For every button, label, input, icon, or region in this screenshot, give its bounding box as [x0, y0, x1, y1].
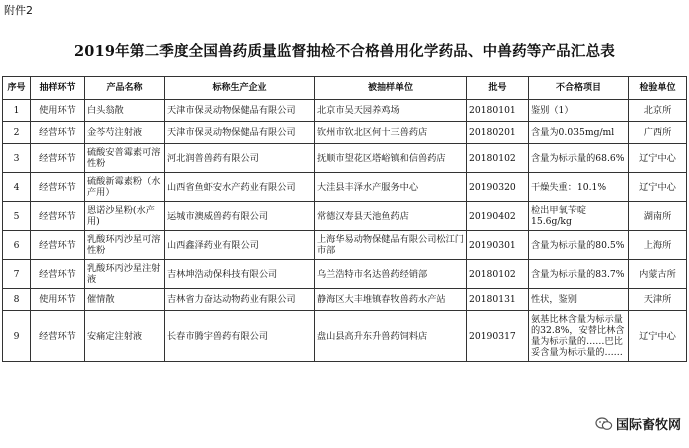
cell-index: 6 — [3, 231, 31, 260]
cell-failed-item: 干燥失重：10.1% — [529, 173, 629, 202]
cell-product: 硫酸新霉素粉（水产用） — [85, 173, 165, 202]
cell-failed-item: 性状，鉴别 — [529, 289, 629, 311]
cell-sampled-unit: 常德汉寿县天池鱼药店 — [315, 202, 467, 231]
cell-inspector: 北京所 — [629, 100, 687, 122]
cell-batch: 20190402 — [467, 202, 529, 231]
cell-failed-item: 含量为标示量的68.6% — [529, 144, 629, 173]
summary-table — [2, 76, 687, 362]
cell-sampled-unit: 盘山县高升东升兽药饲料店 — [315, 311, 467, 362]
table-row — [3, 311, 687, 362]
cell-stage: 经营环节 — [31, 202, 85, 231]
cell-stage: 经营环节 — [31, 231, 85, 260]
cell-manufacturer: 运城市澳威兽药有限公司 — [165, 202, 315, 231]
cell-manufacturer: 天津市保灵动物保健品有限公司 — [165, 122, 315, 144]
table-row — [3, 144, 687, 173]
cell-failed-item: 氨基比林含量为标示量的32.8%，安替比林含量为标示量的……巴比妥含量为标示量的…… — [529, 311, 629, 362]
cell-index: 7 — [3, 260, 31, 289]
table-row — [3, 173, 687, 202]
cell-sampled-unit: 北京市吴天园养鸡场 — [315, 100, 467, 122]
cell-sampled-unit: 乌兰浩特市名达兽药经销部 — [315, 260, 467, 289]
cell-index: 8 — [3, 289, 31, 311]
cell-index: 3 — [3, 144, 31, 173]
cell-batch: 20190320 — [467, 173, 529, 202]
cell-index: 9 — [3, 311, 31, 362]
cell-batch: 20180131 — [467, 289, 529, 311]
table-row — [3, 100, 687, 122]
table-row — [3, 289, 687, 311]
watermark — [593, 413, 685, 434]
cell-stage: 经营环节 — [31, 122, 85, 144]
col-header-index: 序号 — [3, 77, 31, 100]
cell-manufacturer: 天津市保灵动物保健品有限公司 — [165, 100, 315, 122]
cell-inspector: 辽宁中心 — [629, 173, 687, 202]
attachment-label: 附件2 — [4, 4, 33, 17]
cell-manufacturer: 吉林坤浩动保科技有限公司 — [165, 260, 315, 289]
col-header-manufacturer: 标称生产企业 — [165, 77, 315, 100]
cell-batch: 20180102 — [467, 144, 529, 173]
cell-sampled-unit: 大洼县丰泽水产服务中心 — [315, 173, 467, 202]
cell-inspector: 内蒙古所 — [629, 260, 687, 289]
cell-product: 乳酸环丙沙星可溶性粉 — [85, 231, 165, 260]
page-title: 2019年第二季度全国兽药质量监督抽检不合格兽用化学药品、中兽药等产品汇总表 — [74, 43, 615, 60]
cell-batch: 20180101 — [467, 100, 529, 122]
cell-failed-item: 鉴别（1） — [529, 100, 629, 122]
col-header-batch: 批号 — [467, 77, 529, 100]
cell-stage: 使用环节 — [31, 100, 85, 122]
cell-failed-item: 检出甲氧苄啶15.6g/kg — [529, 202, 629, 231]
cell-inspector: 广西所 — [629, 122, 687, 144]
cell-product: 白头翁散 — [85, 100, 165, 122]
cell-manufacturer: 长春市腾宇兽药有限公司 — [165, 311, 315, 362]
cell-stage: 经营环节 — [31, 260, 85, 289]
col-header-failed-item: 不合格项目 — [529, 77, 629, 100]
table-row — [3, 231, 687, 260]
watermark-text: 国际畜牧网 — [615, 418, 681, 433]
cell-sampled-unit: 抚顺市望花区塔峪镇和信兽药店 — [315, 144, 467, 173]
col-header-inspection-unit: 检验单位 — [629, 77, 687, 100]
table-row — [3, 122, 687, 144]
col-header-sampling-stage: 抽样环节 — [31, 77, 85, 100]
cell-stage: 经营环节 — [31, 173, 85, 202]
cell-inspector: 上海所 — [629, 231, 687, 260]
cell-stage: 经营环节 — [31, 311, 85, 362]
col-header-product-name: 产品名称 — [85, 77, 165, 100]
cell-product: 安痛定注射液 — [85, 311, 165, 362]
cell-manufacturer: 山西省鱼虾安水产药业有限公司 — [165, 173, 315, 202]
cell-failed-item: 含量为标示量的83.7% — [529, 260, 629, 289]
cell-product: 恩诺沙星粉(水产用) — [85, 202, 165, 231]
cell-product: 硫酸安普霉素可溶性粉 — [85, 144, 165, 173]
cell-index: 2 — [3, 122, 31, 144]
cell-batch: 20190317 — [467, 311, 529, 362]
cell-failed-item: 含量为0.035mg/ml — [529, 122, 629, 144]
cell-batch: 20180102 — [467, 260, 529, 289]
table-row — [3, 260, 687, 289]
cell-index: 4 — [3, 173, 31, 202]
cell-manufacturer: 河北润普兽药有限公司 — [165, 144, 315, 173]
cell-inspector: 辽宁中心 — [629, 144, 687, 173]
cell-index: 1 — [3, 100, 31, 122]
cell-batch: 20180201 — [467, 122, 529, 144]
cell-sampled-unit: 静海区大丰堆镇春牧兽药水产站 — [315, 289, 467, 311]
cell-inspector: 天津所 — [629, 289, 687, 311]
cell-sampled-unit: 上海华易动物保健品有限公司松江门市部 — [315, 231, 467, 260]
cell-sampled-unit: 钦州市钦北区何十三兽药店 — [315, 122, 467, 144]
cell-inspector: 湖南所 — [629, 202, 687, 231]
cell-product: 金芩芍注射液 — [85, 122, 165, 144]
wechat-logo-icon — [595, 417, 613, 431]
table-row — [3, 202, 687, 231]
cell-inspector: 辽宁中心 — [629, 311, 687, 362]
cell-stage: 经营环节 — [31, 144, 85, 173]
cell-product: 催情散 — [85, 289, 165, 311]
cell-failed-item: 含量为标示量的80.5% — [529, 231, 629, 260]
cell-product: 乳酸环丙沙星注射液 — [85, 260, 165, 289]
cell-batch: 20190301 — [467, 231, 529, 260]
cell-manufacturer: 吉林省力奋达动物药业有限公司 — [165, 289, 315, 311]
cell-manufacturer: 山西鑫泽药业有限公司 — [165, 231, 315, 260]
cell-index: 5 — [3, 202, 31, 231]
col-header-sampled-unit: 被抽样单位 — [315, 77, 467, 100]
cell-stage: 使用环节 — [31, 289, 85, 311]
table-header-row — [3, 77, 687, 100]
